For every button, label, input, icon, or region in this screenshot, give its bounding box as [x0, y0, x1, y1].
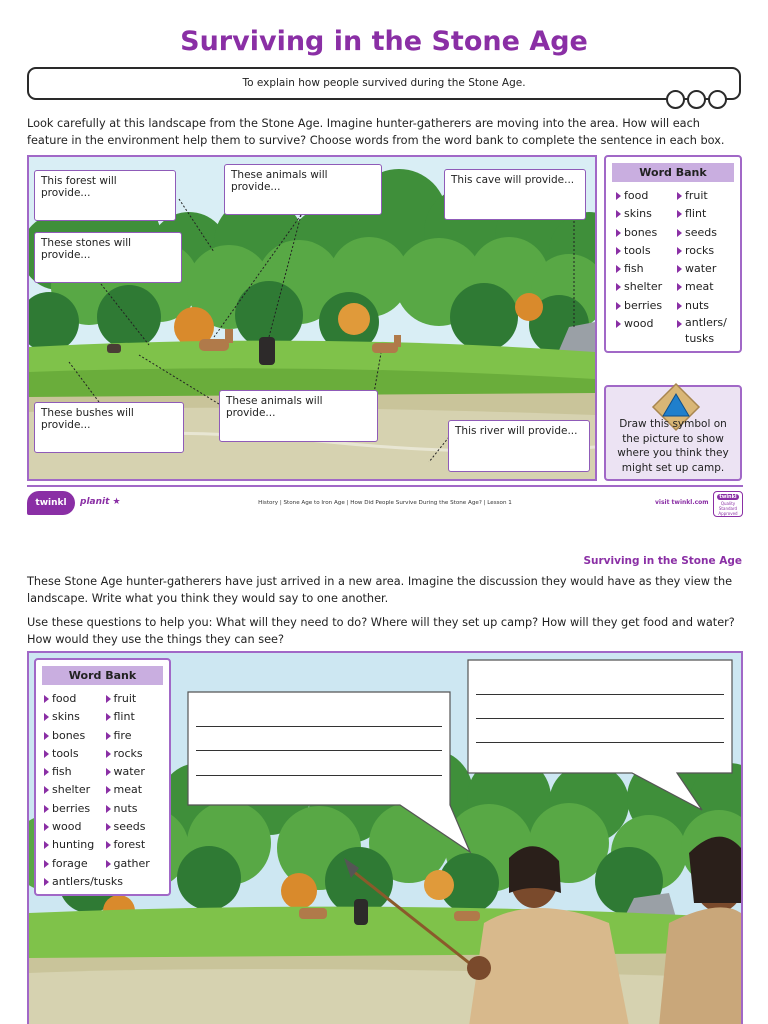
bullet-arrow-icon [44, 823, 49, 831]
bullet-arrow-icon [616, 247, 621, 255]
word-item: flint [677, 205, 734, 223]
bullet-arrow-icon [106, 750, 111, 758]
word-item: fruit [106, 690, 164, 708]
ring-icon [708, 90, 727, 109]
visit-twinkl-link[interactable]: visit twinkl.com [655, 499, 709, 506]
quality-badge: twinkl Quality Standard Approved [713, 491, 743, 517]
word-item: nuts [677, 297, 734, 315]
word-item: rocks [106, 745, 164, 763]
label-river-text: This river will provide... [455, 425, 578, 437]
word-item: skins [616, 205, 673, 223]
writing-line[interactable] [476, 718, 724, 719]
page2-paragraph-1: These Stone Age hunter-gatherers have just arrived in a new area. Imagine the discussion they would have as they view the landscape. Write what you think they would say to one another. [27, 575, 733, 605]
word-bank-list [606, 187, 740, 347]
word-item: wood [616, 315, 673, 347]
writing-line[interactable] [196, 726, 442, 727]
label-box-stones[interactable] [34, 232, 182, 283]
label-forest-text: This forest will provide... [41, 175, 117, 199]
bullet-arrow-icon [106, 805, 111, 813]
word-item: gather [106, 855, 164, 873]
bullet-arrow-icon [44, 750, 49, 758]
word-item: rocks [677, 242, 734, 260]
word-bank-panel [604, 155, 742, 353]
page-title: Surviving in the Stone Age [180, 26, 588, 57]
writing-line[interactable] [196, 775, 442, 776]
word-item: forage [44, 855, 102, 873]
bullet-arrow-icon [106, 786, 111, 794]
bullet-arrow-icon [616, 320, 621, 328]
word-item: shelter [44, 781, 102, 799]
label-stones-text: These stones will provide... [41, 237, 132, 261]
word-item: skins [44, 708, 102, 726]
bullet-arrow-icon [106, 768, 111, 776]
bullet-arrow-icon [44, 732, 49, 740]
word-item: berries [616, 297, 673, 315]
planit-logo: planit ★ [80, 497, 121, 507]
label-bushes-text: These bushes will provide... [41, 407, 134, 431]
bullet-arrow-icon [616, 229, 621, 237]
word-bank-panel-2 [34, 658, 171, 896]
word-item: water [106, 763, 164, 781]
camp-symbol-text: Draw this symbol on the picture to show where you think they might set up camp. [617, 418, 729, 474]
bullet-arrow-icon [44, 841, 49, 849]
bullet-arrow-icon [677, 210, 682, 218]
label-box-river[interactable] [448, 420, 590, 472]
learning-aim-text: To explain how people survived during the Stone Age. [242, 77, 526, 89]
word-item: water [677, 260, 734, 278]
label-box-cave[interactable] [444, 169, 586, 220]
writing-line[interactable] [476, 742, 724, 743]
bullet-arrow-icon [677, 283, 682, 291]
word-item: food [616, 187, 673, 205]
bullet-arrow-icon [677, 192, 682, 200]
bullet-arrow-icon [616, 283, 621, 291]
word-item: bones [44, 727, 102, 745]
label-animals-bottom-text: These animals will provide... [226, 395, 323, 419]
word-item: antlers/tusks [44, 873, 163, 891]
word-item: meat [677, 278, 734, 296]
bullet-arrow-icon [677, 265, 682, 273]
word-item: fruit [677, 187, 734, 205]
bullet-arrow-icon [616, 192, 621, 200]
label-box-bushes[interactable] [34, 402, 184, 453]
bullet-arrow-icon [616, 302, 621, 310]
speech-bubble-left[interactable] [180, 687, 480, 857]
footer-breadcrumb: History | Stone Age to Iron Age | How Did People Survive During the Stone Age? | Lesson 1 [258, 500, 512, 506]
footer-divider [27, 485, 743, 487]
bullet-arrow-icon [44, 695, 49, 703]
bullet-arrow-icon [106, 860, 111, 868]
bullet-arrow-icon [44, 860, 49, 868]
bullet-arrow-icon [677, 229, 682, 237]
bullet-arrow-icon [44, 786, 49, 794]
speech-bubble-right[interactable] [462, 655, 742, 815]
page2-paragraph-2: Use these questions to help you: What will they need to do? Where will they set up camp? How will they get food and water? How would they use the things they can see? [27, 616, 735, 646]
bullet-arrow-icon [106, 823, 111, 831]
word-item: fish [44, 763, 102, 781]
writing-line[interactable] [476, 694, 724, 695]
bullet-arrow-icon [677, 247, 682, 255]
label-box-animals-bottom[interactable] [219, 390, 378, 442]
ring-icon [687, 90, 706, 109]
label-animals-top-text: These animals will provide... [231, 169, 328, 193]
bullet-arrow-icon [106, 732, 111, 740]
word-item: nuts [106, 800, 164, 818]
word-bank-heading: Word Bank [612, 163, 734, 182]
bullet-arrow-icon [677, 302, 682, 310]
label-box-forest[interactable] [34, 170, 176, 221]
word-item: tools [616, 242, 673, 260]
ring-icon [666, 90, 685, 109]
word-bank-heading-2: Word Bank [42, 666, 163, 685]
bullet-arrow-icon [106, 841, 111, 849]
word-item: tools [44, 745, 102, 763]
bullet-arrow-icon [677, 320, 682, 328]
bullet-arrow-icon [44, 713, 49, 721]
label-box-animals-top[interactable] [224, 164, 382, 215]
rings-decoration [666, 90, 727, 109]
bullet-arrow-icon [616, 265, 621, 273]
word-item: wood [44, 818, 102, 836]
bullet-arrow-icon [616, 210, 621, 218]
bullet-arrow-icon [44, 878, 49, 886]
writing-line[interactable] [196, 750, 442, 751]
word-item: flint [106, 708, 164, 726]
word-item: meat [106, 781, 164, 799]
bullet-arrow-icon [106, 695, 111, 703]
page2-heading: Surviving in the Stone Age [583, 555, 742, 567]
word-item: food [44, 690, 102, 708]
word-item: fire [106, 727, 164, 745]
bullet-arrow-icon [106, 713, 111, 721]
camp-symbol-panel [604, 385, 742, 481]
word-item: shelter [616, 278, 673, 296]
twinkl-logo: twinkl [27, 491, 75, 515]
word-item: forest [106, 836, 164, 854]
word-item: seeds [677, 224, 734, 242]
word-item: seeds [106, 818, 164, 836]
instructions-text: Look carefully at this landscape from the Stone Age. Imagine hunter-gatherers are moving into the area. How will each feature in the environment help them to survive? Choose words from the word bank to complete the sentence in each box. [27, 117, 725, 147]
word-item: berries [44, 800, 102, 818]
label-cave-text: This cave will provide... [451, 174, 575, 186]
word-item: antlers/ tusks [677, 315, 734, 347]
word-item: hunting [44, 836, 102, 854]
bullet-arrow-icon [44, 805, 49, 813]
word-item: fish [616, 260, 673, 278]
word-bank-list-2 [36, 690, 169, 891]
learning-aim-box [27, 67, 741, 100]
bullet-arrow-icon [44, 768, 49, 776]
word-item: bones [616, 224, 673, 242]
